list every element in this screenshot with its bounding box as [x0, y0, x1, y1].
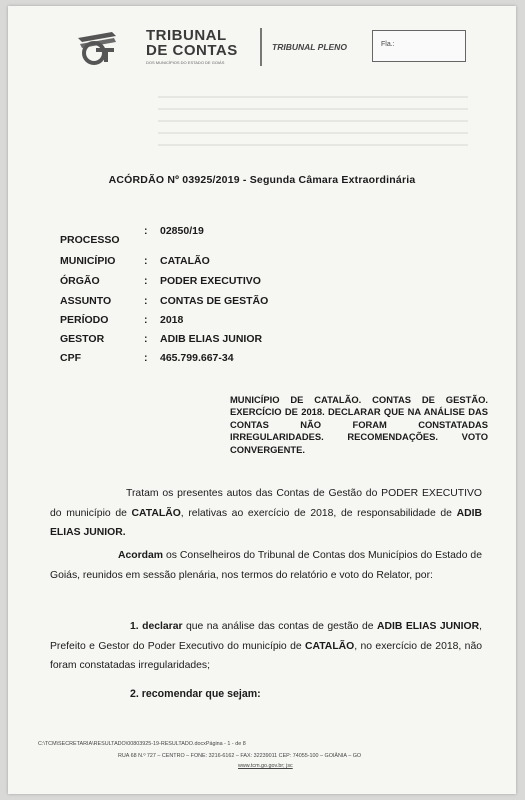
bold-acordam: Acordam — [118, 550, 164, 561]
field-separator: : — [144, 352, 148, 364]
field-cpf — [60, 352, 480, 366]
field-label: MUNICÍPIO — [60, 255, 116, 267]
paragraph-item-1 — [50, 617, 482, 676]
paragraph-item-2: 2. recomendar que sejam: — [130, 688, 261, 700]
text-run: , Prefeito e Gestor do Poder Executivo do município de — [50, 621, 483, 652]
field-separator: : — [144, 275, 148, 287]
field-value: 2018 — [160, 314, 184, 326]
text-run: que na análise das contas de gestão de — [182, 621, 377, 632]
text-run: Tratam os presentes autos das Contas de Gestão do PODER EXECUTIVO do município de — [50, 488, 482, 519]
field-value: PODER EXECUTIVO — [160, 275, 261, 287]
text-run: , no exercício de 2018, não foram constatadas irregularidades; — [50, 640, 483, 671]
field-label: CPF — [60, 352, 81, 364]
header-tag: TRIBUNAL PLENO — [272, 42, 347, 52]
paragraph-intro — [50, 484, 482, 543]
field-value: CONTAS DE GESTÃO — [160, 295, 269, 307]
bold-gestor: ADIB ELIAS JUNIOR. — [50, 507, 483, 538]
field-label: PERÍODO — [60, 314, 109, 326]
bold-declarar: 1. declarar — [130, 621, 183, 632]
bold-municipio: CATALÃO — [131, 507, 181, 519]
tcm-logo-icon — [74, 28, 120, 66]
field-value: 02850/19 — [160, 225, 204, 237]
field-label: ÓRGÃO — [60, 275, 100, 287]
fla-label: Fla.: — [381, 41, 395, 48]
paragraph-acordam — [50, 546, 482, 585]
field-separator: : — [144, 295, 148, 307]
document-title: ACÓRDÃO Nº 03925/2019 - Segunda Câmara Extraordinária — [108, 174, 416, 186]
bold-municipio: CATALÃO — [305, 640, 355, 652]
field-periodo — [60, 314, 480, 328]
ementa: MUNICÍPIO DE CATALÃO. CONTAS DE GESTÃO. EXERCÍCIO DE 2018. DECLARAR QUE NA ANÁLISE DAS CONTAS NÃO FORAM CONSTATADAS IRREGULARIDADES. RECOMENDAÇÕES. VOTO CONVERGENTE. — [230, 394, 488, 455]
field-separator: : — [144, 255, 148, 267]
brand-line2: DE CONTAS — [146, 42, 238, 59]
field-municipio — [60, 255, 480, 269]
bold-gestor: ADIB ELIAS JUNIOR — [376, 621, 480, 632]
field-label: GESTOR — [60, 333, 105, 345]
field-label: ASSUNTO — [60, 295, 112, 307]
fla-box — [372, 30, 466, 62]
header-divider — [260, 28, 262, 66]
text-run: os Conselheiros do Tribunal de Contas dos Municípios do Estado de Goiás, reunidos em sessão plenária, nos termos do relatório e voto do Relator, por: — [50, 550, 482, 581]
field-value: CATALÃO — [160, 255, 210, 267]
footer-url[interactable]: www.tcm.go.gov.br; jsc — [238, 763, 293, 769]
field-value: 465.799.667-34 — [160, 352, 234, 364]
brand-line1: TRIBUNAL — [146, 27, 227, 44]
text-run: , relativas ao exercício de 2018, de responsabilidade de — [180, 507, 457, 519]
brand-subtitle: DOS MUNICÍPIOS DO ESTADO DE GOIÁS — [146, 60, 225, 65]
field-orgao — [60, 275, 480, 289]
field-separator: : — [144, 314, 148, 326]
field-value: ADIB ELIAS JUNIOR — [160, 333, 263, 345]
show-through-text — [158, 96, 468, 156]
field-processo — [60, 225, 480, 248]
field-label: PROCESSO — [60, 234, 120, 246]
footer-address: RUA 68 N.º 727 – CENTRO – FONE: 3216-6162 – FAX: 32239011 CEP: 74055-100 – GOIÂNIA – GO — [118, 753, 362, 759]
footer-path: C:\TCM\SECRETARIA\RESULTADO\00803925-19-RESULTADO.docxPágina - 1 - de 8 — [38, 741, 246, 747]
field-gestor — [60, 333, 480, 347]
field-separator: : — [144, 333, 148, 345]
field-separator: : — [144, 225, 148, 237]
brand — [146, 28, 238, 65]
document-page — [8, 6, 516, 794]
field-assunto — [60, 295, 480, 309]
